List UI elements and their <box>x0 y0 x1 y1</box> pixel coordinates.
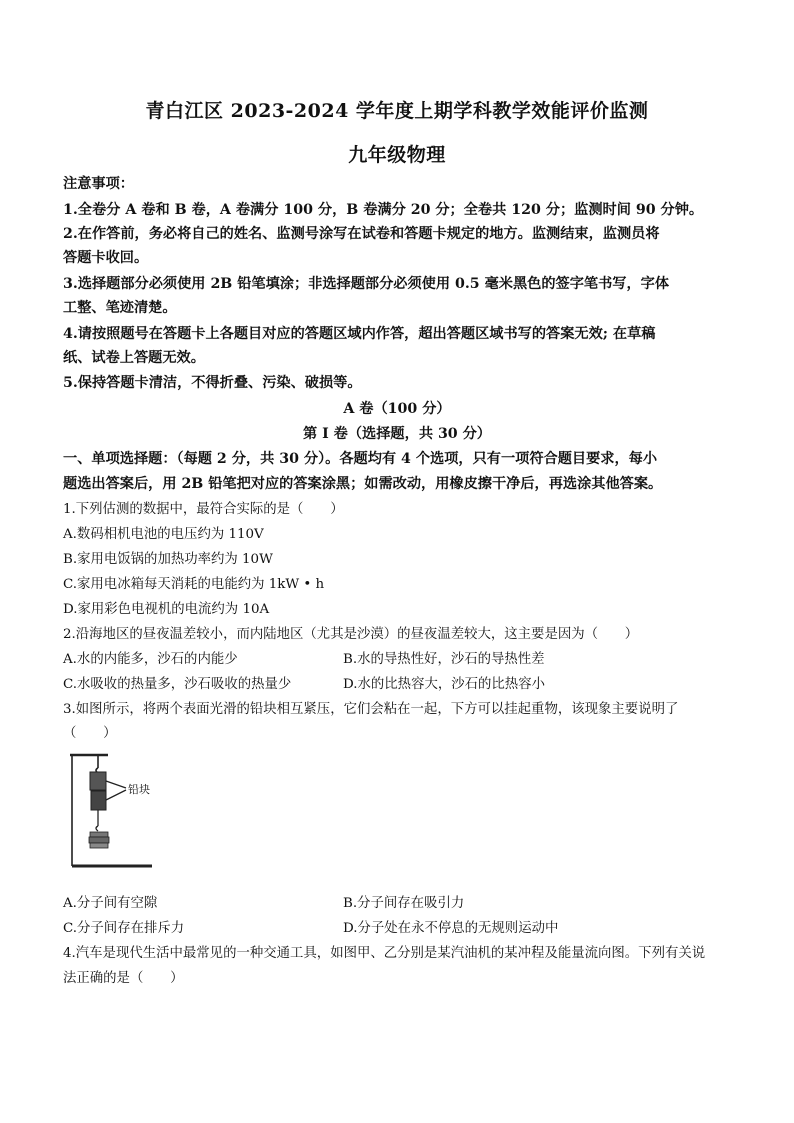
q3-stem: 3.如图所示，将两个表面光滑的铅块相互紧压，它们会粘在一起，下方可以挂起重物，该现象主要说明了 <box>63 702 679 717</box>
q4-stem-b: 法正确的是（ ） <box>63 971 184 986</box>
note-3b: 工整、笔迹清楚。 <box>63 300 177 316</box>
q3-option-b: B.分子间存在吸引力 <box>343 896 465 911</box>
lead-blocks-figure <box>60 748 160 878</box>
q3-option-a: A.分子间有空隙 <box>63 896 158 911</box>
q3-option-c: C.分子间存在排斥力 <box>63 921 185 936</box>
note-1: 1.全卷分 A 卷和 B 卷，A 卷满分 100 分，B 卷满分 20 分；全卷共 120 分；监测时间 90 分钟。 <box>63 202 704 218</box>
q1-option-b: B.家用电饭锅的加热功率约为 10W <box>63 552 273 567</box>
q1-option-a: A.数码相机电池的电压约为 110V <box>63 527 264 542</box>
note-5: 5.保持答题卡清洁，不得折叠、污染、破损等。 <box>63 375 362 391</box>
notes-heading: 注意事项： <box>63 176 134 192</box>
figure-label-lead: 铅块 <box>128 783 150 796</box>
section1-heading-b: 题选出答案后，用 2B 铅笔把对应的答案涂黑；如需改动，用橡皮擦干净后，再选涂其他答案。 <box>63 476 663 492</box>
note-2a: 2.在作答前，务必将自己的姓名、监测号涂写在试卷和答题卡规定的地方。监测结束，监测员将 <box>63 226 660 242</box>
q3-option-d: D.分子处在永不停息的无规则运动中 <box>343 921 559 936</box>
note-4b: 纸、试卷上答题无效。 <box>63 350 205 366</box>
section1-heading-a: 一、单项选择题：（每题 2 分，共 30 分）。各题均有 4 个选项，只有一项符合题目要求，每小 <box>63 451 658 467</box>
q3-answer-paren: （ ） <box>63 726 117 741</box>
q2-option-a: A.水的内能多，沙石的内能少 <box>63 652 238 667</box>
q1-option-d: D.家用彩色电视机的电流约为 10A <box>63 602 270 617</box>
exam-title: 青白江区 2023-2024 学年度上期学科教学效能评价监测 <box>145 100 649 122</box>
note-2b: 答题卡收回。 <box>63 250 149 266</box>
q2-option-d: D.水的比热容大，沙石的比热容小 <box>343 677 545 692</box>
q1-stem: 1.下列估测的数据中，最符合实际的是（ ） <box>63 502 344 517</box>
q1-option-c: C.家用电冰箱每天消耗的电能约为 1kW • h <box>63 577 325 592</box>
note-4a: 4.请按照题号在答题卡上各题目对应的答题区域内作答，超出答题区域书写的答案无效; 在草稿 <box>63 326 656 342</box>
note-3a: 3.选择题部分必须使用 2B 铅笔填涂；非选择题部分必须使用 0.5 毫米黑色的签字笔书写，字体 <box>63 276 670 292</box>
q2-stem: 2.沿海地区的昼夜温差较小，而内陆地区（尤其是沙漠）的昼夜温差较大，这主要是因为（ ） <box>63 627 639 642</box>
q4-stem-a: 4.汽车是现代生活中最常见的一种交通工具，如图甲、乙分别是某汽油机的某冲程及能量流向图。下列有关说 <box>63 946 706 961</box>
a-volume-heading: A 卷（100 分） <box>343 401 451 417</box>
exam-subtitle: 九年级物理 <box>348 144 446 166</box>
q2-option-c: C.水吸收的热量多，沙石吸收的热量少 <box>63 677 292 692</box>
part1-heading: 第 I 卷（选择题，共 30 分） <box>302 426 491 442</box>
q2-option-b: B.水的导热性好，沙石的导热性差 <box>343 652 545 667</box>
